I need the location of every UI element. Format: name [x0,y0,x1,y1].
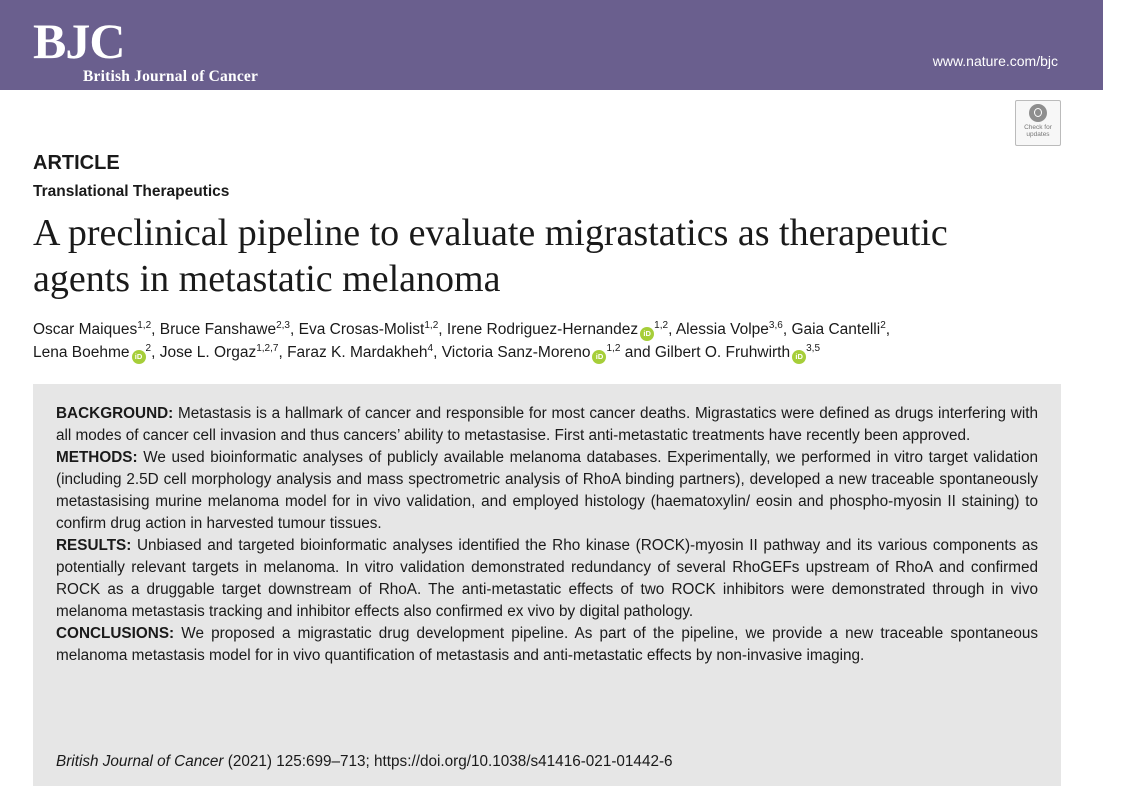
article-type: ARTICLE [33,152,120,174]
background-label: BACKGROUND: [56,405,174,422]
author-name[interactable]: Bruce Fanshawe [159,321,277,338]
author-line-2: Lena Boehme $iD^2$, Jose L. Orgaz$^{1,2,7}$, Faraz K. Mardakheh$^4$, Victoria Sanz-Moreno iD$^{1,2}$ and Gilbert O. Fruhwirth iD$^{3,5}$ [33,341,1063,364]
abstract-text [56,403,1038,667]
author-affiliation[interactable]: 2,3 [276,320,290,331]
abstract-box [33,384,1061,786]
author-name[interactable]: Alessia Volpe [675,321,769,338]
abstract-conclusions [56,623,1038,667]
check-updates-icon [1029,104,1047,122]
author-affiliation[interactable]: 3,6 [768,320,783,331]
author-name[interactable]: Irene Rodriguez-Hernandez [446,321,639,338]
author-affiliation[interactable]: 2 [880,320,886,331]
abstract-background [56,403,1038,447]
citation [56,753,673,771]
author-name[interactable]: Victoria Sanz-Moreno [441,344,591,361]
results-label: RESULTS: [56,537,132,554]
author-affiliation[interactable]: 2 [145,343,152,354]
title-line-1: A preclinical pipeline to evaluate migrastatics as therapeutic [33,212,948,254]
author-name[interactable]: Faraz K. Mardakheh [287,344,428,361]
author-affiliation[interactable]: 1,2 [606,343,621,354]
title-line-2: agents in metastatic melanoma [33,258,501,300]
author-line-1: Oscar Maiques$^{1,2}$, Bruce Fanshawe$^{2,3}$, Eva Crosas-Molist$^{1,2}$, Irene Rodriguez-Hernandez iD$^{1,2}$, Alessia Volpe$^{3,6}$, Gaia Cantelli$^2$, [33,318,1063,341]
background-text: Metastasis is a hallmark of cancer and responsible for most cancer deaths. Migrastatics were defined as drugs interfering with all modes of cancer cell invasion and thus cancers’ ability to metastasise. First anti-metastatic treatments have recently been approved. [56,405,1038,444]
check-for-updates-button[interactable] [1015,100,1061,146]
journal-url-link[interactable]: www.nature.com/bjc [932,53,1058,69]
author-name[interactable]: Eva Crosas-Molist [298,321,425,338]
citation-details[interactable]: (2021) 125:699–713; https://doi.org/10.1038/s41416-021-01442-6 [227,753,673,770]
results-text: Unbiased and targeted bioinformatic analyses identified the Rho kinase (ROCK)-myosin II pathway and its various components as potentially relevant targets in melanoma. In vitro validation demonstrated redundancy of several RhoGEFs upstream of RhoA and confirmed ROCK as a druggable target downstream of RhoA. The anti-metastatic effects of two ROCK inhibitors were demonstrated through in vivo melanoma metastasis tracking and inhibitor effects also confirmed ex vivo by digital pathology. [56,537,1038,620]
orcid-icon[interactable]: iD [592,350,606,364]
author-name[interactable]: Gaia Cantelli [791,321,881,338]
author-affiliation[interactable]: 3,5 [806,343,821,354]
methods-label: METHODS: [56,449,138,466]
author-list [33,318,1063,364]
author-name[interactable]: Oscar Maiques [33,321,138,338]
journal-logo[interactable] [33,13,259,85]
author-affiliation[interactable]: 4 [427,343,434,354]
logo-abbreviation: BJC [33,13,125,69]
author-affiliation[interactable]: 1,2 [137,320,152,331]
conclusions-text: We proposed a migrastatic drug development pipeline. As part of the pipeline, we provide a new traceable spontaneous melanoma metastasis model for in vivo quantification of metastasis and anti-metastatic effects by non-invasive imaging. [56,625,1039,664]
author-name[interactable]: Jose L. Orgaz [159,344,257,361]
citation-journal: British Journal of Cancer [56,753,224,770]
author-affiliation[interactable]: 1,2 [424,320,439,331]
author-affiliation[interactable]: 1,2,7 [256,343,279,354]
methods-text: We used bioinformatic analyses of publicly available melanoma databases. Experimentally, we performed in vitro target validation (including 2.5D cell morphology analysis and mass spectrometric analysis of RhoA binding partners), developed a new traceable spontaneously metastasising murine melanoma model for in vivo validation, and employed histology (haematoxylin/ eosin and phospho-myosin II staining) to confirm drug action in harvested tumour tissues. [56,449,1039,532]
check-updates-label: Check for updates [1024,124,1052,138]
author-name[interactable]: Gilbert O. Fruhwirth [654,344,791,361]
article-title [33,210,1063,302]
author-name[interactable]: Lena Boehme [33,344,130,361]
abstract-results [56,535,1038,623]
author-affiliation[interactable]: 1,2 [654,320,669,331]
conclusions-label: CONCLUSIONS: [56,625,175,642]
orcid-icon[interactable]: iD [792,350,806,364]
orcid-icon[interactable]: iD [640,327,654,341]
orcid-icon[interactable]: iD [132,350,146,364]
abstract-methods [56,447,1038,535]
article-section: Translational Therapeutics [33,183,230,200]
journal-banner [0,0,1103,90]
logo-journal-name: British Journal of Cancer [83,68,259,85]
